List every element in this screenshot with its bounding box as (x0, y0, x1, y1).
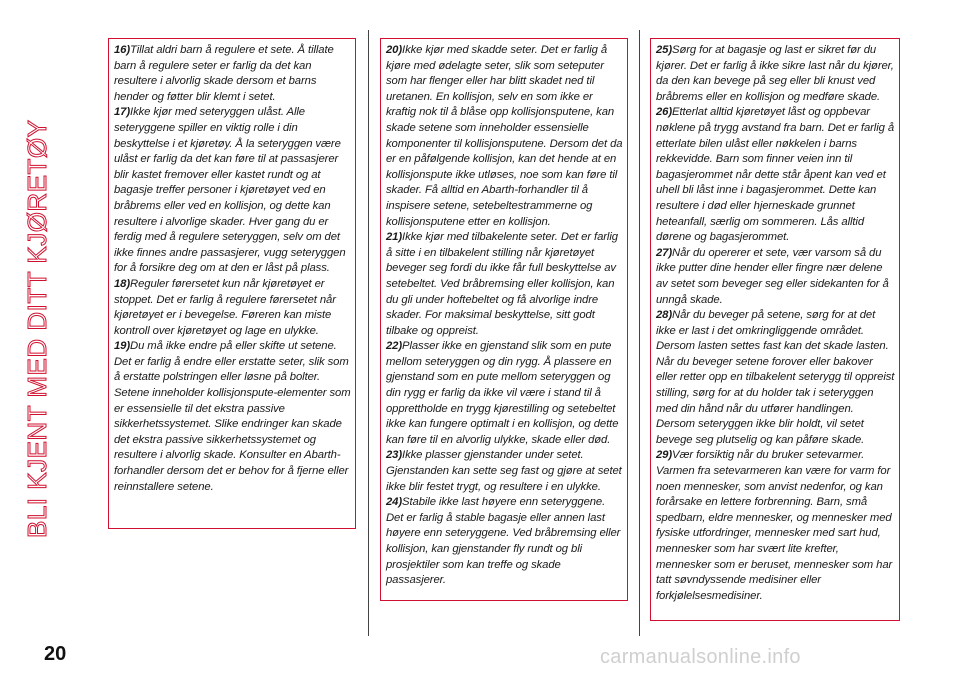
warning-text: Reguler førersetet kun når kjøretøyet er stoppet. Det er farlig å regulere førersetet når kjøretøyet er i bevegelse. Føreren kan miste kontroll over kjøretøyet og lage en ulykke. (114, 277, 336, 337)
warning-text: Sørg for at bagasje og last er sikret før du kjører. Det er farlig å ikke sikre last når du kjører, da den kan bevege på seg eller bli knust ved bråbrems eller en kollisjon og medføre skade. (656, 44, 894, 103)
warnings-column-2 (380, 38, 628, 601)
warning-item (656, 308, 895, 448)
warning-number: 27) (656, 246, 673, 259)
warning-number: 29) (656, 449, 673, 462)
warning-item (656, 246, 895, 308)
warning-item (656, 43, 895, 105)
warning-text: Stabile ikke last høyere enn seteryggene. Det er farlig å stable bagasje eller annen last høyere enn seteryggene. Ved bråbremsing eller kollisjon, kan gjenstander fly rundt og bli prosjektiler som kan treffe og skade passasjerer. (386, 496, 621, 587)
watermark: carmanualsonline.info (600, 646, 801, 668)
warning-number: 17) (114, 106, 131, 119)
warning-item (386, 43, 623, 230)
warning-number: 18) (114, 277, 131, 290)
warnings-column-3 (650, 38, 900, 621)
warning-item (114, 105, 351, 277)
column-divider (639, 30, 640, 636)
warning-number: 21) (386, 231, 403, 244)
warning-text: Vær forsiktig når du bruker setevarmer. Varmen fra setevarmeren kan være for varm for noen mennesker, som anvist nedenfor, og kan forårsake en lettere forbrenning. Barn, små spedbarn, eldre mennesker, og mennesker med fysiske utfordringer, mennesker med sart hud, mennesker som har svært lite krefter, mennesker som er beruset, mennesker som har tatt søvndyssende medisiner eller forkjølelsesmedisiner. (656, 449, 893, 602)
warning-item (656, 105, 895, 245)
warning-item (386, 230, 623, 339)
warning-text: Du må ikke endre på eller skifte ut setene. Det er farlig å endre eller erstatte seter, slik som å erstatte polstringen eller løsne på bolter. Setene inneholder kollisjonspute-elementer som er essensielle til det ekstra passive sikkerhetssystemet. Slike endringer kan skade det ekstra passive sikkerhetssystemet og resultere i alvorlig skade. Konsulter en Abarth-forhandler dersom det er behov for å fjerne eller reinnstallere setene. (114, 340, 351, 493)
warning-number: 23) (386, 449, 403, 462)
warning-text: Ikke kjør med seteryggen ulåst. Alle seteryggene spiller en viktig rolle i din beskyttelse i et kjøretøy. Å la seteryggen være ulåst er farlig da det kan føre til at passasjerer blir kastet fremover eller kastet rundt og at bagasje treffer personer i kjøretøyet ved en bråbrems eller ved en kollisjon, og dette kan resultere i alvorlige skader. Hver gang du er ferdig med å regulere seteryggen, selv om det ikke finnes andre passasjerer, vugg seteryggen for å forsikre deg om at den er låst på plass. (114, 106, 346, 275)
warning-item (114, 43, 351, 105)
warning-item (386, 339, 623, 448)
warning-text: Når du opererer et sete, vær varsom så du ikke putter dine hender eller fingre nær delene av setet som beveger seg eller sidekanten for å unngå skade. (656, 246, 889, 306)
warning-number: 16) (114, 44, 131, 56)
section-title-text: BLI KJENT MED DITT KJØRETØY (22, 119, 52, 538)
warning-item (114, 277, 351, 339)
warning-item (656, 448, 895, 604)
warning-text: Ikke plasser gjenstander under setet. Gjenstanden kan sette seg fast og gjøre at setet ikke blir festet trygt, og resultere i en ulykke. (386, 449, 622, 493)
warning-text: Etterlat alltid kjøretøyet låst og oppbevar nøklene på trygg avstand fra barn. Det er farlig å etterlate bilen ulåst eller nøkkelen i barns rekkevidde. Barn som finner veien inn til bagasjerommet når dette står åpent kan ved et uhell bli låst inne i bagasjerommet. Dette kan resultere i død eller hjerneskade grunnet heteanfall, særlig om sommeren. Lås alltid dørene og bagasjerommet. (656, 106, 895, 244)
warning-text: Når du beveger på setene, sørg for at det ikke er last i det omkringliggende området. Dersom lasten settes fast kan det skade lasten. Når du beveger setene forover eller bakover eller retter opp en tilbakelent seterygg til oppreist stilling, sørg for at du holder tak i seteryggen med din hånd når du utfører handlingen. Dersom seteryggen ikke blir holdt, vil setet bevege seg plutselig og kan påføre skade. (656, 309, 895, 446)
warning-text: Ikke kjør med tilbakelente seter. Det er farlig å sitte i en tilbakelent stilling når kjøretøyet beveger seg fordi du ikke får full beskyttelse av setebeltet. Ved bråbremsing eller kollisjon, kan du gli under hoftebeltet og få alvorlige indre skader. For maksimal beskyttelse, sitt godt tilbake og oppreist. (386, 231, 618, 337)
warning-text: Tillat aldri barn å regulere et sete. Å tillate barn å regulere seter er farlig da det kan resultere i alvorlig skade dersom et barns hender og føtter blir klemt i setet. (114, 44, 334, 103)
warning-number: 19) (114, 340, 131, 353)
column-divider (368, 30, 369, 636)
warning-number: 25) (656, 44, 673, 56)
page-number: 20 (44, 643, 67, 665)
warnings-column-1 (108, 38, 356, 529)
warning-item (386, 495, 623, 589)
warning-number: 22) (386, 340, 403, 353)
warning-number: 28) (656, 309, 673, 322)
warning-item (386, 448, 623, 495)
warning-text: Plasser ikke en gjenstand slik som en pute mellom seteryggen og din rygg. Å plassere en gjenstand som en pute mellom seteryggen og din rygg er farlig da ikke vil være i stand til å opprettholde en trygg kjørestilling og setebeltet ikke kan fungere optimalt i en kollisjon, og dette kan føre til en alvorlig ulykke, skade eller død. (386, 340, 619, 446)
warning-number: 24) (386, 496, 403, 509)
warning-number: 20) (386, 44, 403, 56)
warning-text: Ikke kjør med skadde seter. Det er farlig å kjøre med ødelagte seter, slik som seteputer som har flenger eller har blitt skadet ned til uretanen. En kollisjon, selv en som ikke er kraftig nok til å blåse opp kollisjonsputene, kan skade setene som inneholder essensielle komponenter til kollisjonsputene. Dersom det da er en påfølgende kollisjon, kan det hende at en kollisjonspute ikke utløses, noe som kan føre til skader. Få alltid en Abarth-forhandler til å inspisere setene, setebeltestrammerne og kollisjonsputene etter en kollisjon. (386, 44, 623, 228)
warning-item (114, 339, 351, 495)
warning-number: 26) (656, 106, 673, 119)
